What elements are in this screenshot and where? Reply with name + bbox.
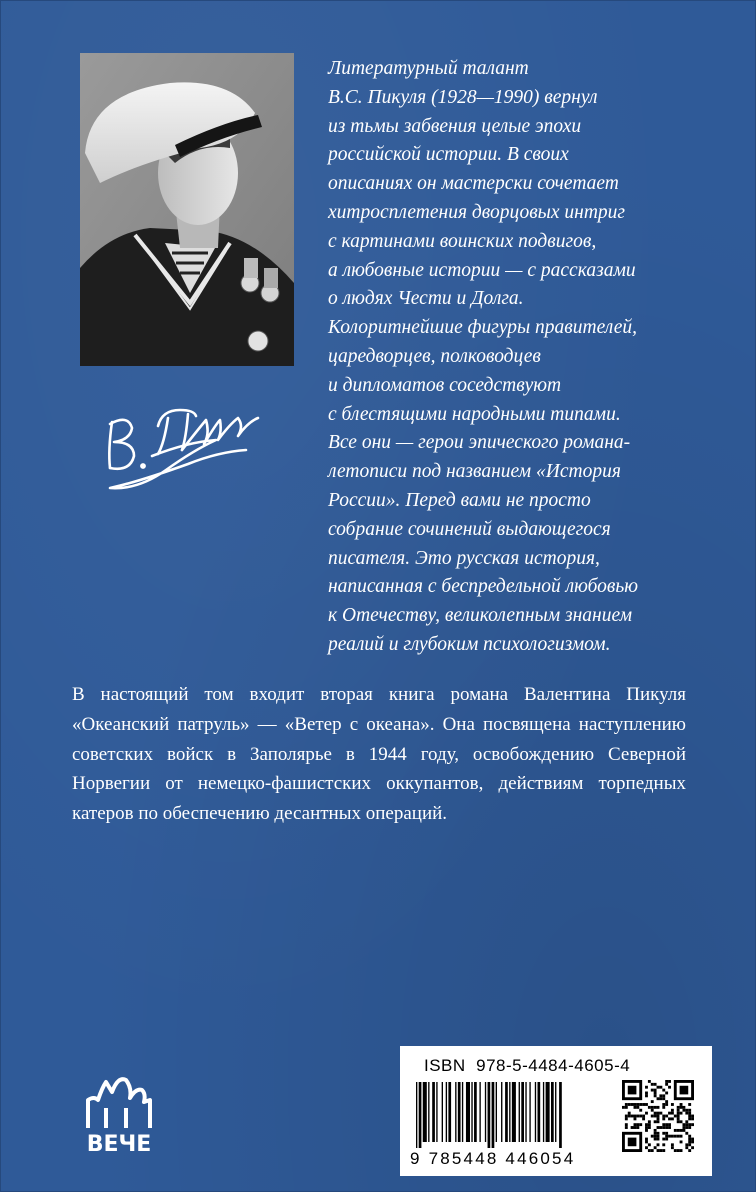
qr-module bbox=[662, 1115, 665, 1118]
qr-module bbox=[688, 1135, 691, 1138]
qr-module bbox=[625, 1103, 628, 1106]
barcode-bar bbox=[505, 1082, 508, 1142]
qr-module bbox=[654, 1138, 657, 1141]
qr-module bbox=[628, 1086, 637, 1095]
qr-module bbox=[674, 1129, 677, 1132]
barcode-bar bbox=[559, 1082, 562, 1148]
qr-module bbox=[654, 1115, 657, 1118]
qr-module bbox=[654, 1146, 657, 1149]
qr-module bbox=[636, 1115, 639, 1118]
qr-module bbox=[668, 1126, 671, 1129]
barcode-bar bbox=[458, 1082, 461, 1142]
qr-module bbox=[645, 1126, 648, 1129]
qr-module bbox=[691, 1140, 694, 1143]
barcode-block bbox=[400, 1046, 712, 1176]
qr-module bbox=[636, 1126, 639, 1129]
qr-module bbox=[634, 1115, 637, 1118]
qr-module bbox=[639, 1109, 642, 1112]
qr-module bbox=[631, 1115, 634, 1118]
barcode-bar bbox=[416, 1082, 417, 1148]
qr-module bbox=[688, 1149, 691, 1152]
qr-module bbox=[682, 1123, 685, 1126]
qr-module bbox=[668, 1123, 671, 1126]
qr-module bbox=[688, 1138, 691, 1141]
qr-module bbox=[654, 1083, 657, 1086]
qr-module bbox=[671, 1143, 674, 1146]
qr-module bbox=[662, 1106, 665, 1109]
qr-module bbox=[654, 1120, 657, 1123]
qr-module bbox=[651, 1083, 654, 1086]
qr-module bbox=[662, 1123, 665, 1126]
qr-module bbox=[665, 1100, 668, 1103]
qr-module bbox=[677, 1106, 680, 1109]
qr-module bbox=[674, 1115, 677, 1118]
barcode-bar bbox=[492, 1082, 495, 1148]
qr-module bbox=[625, 1126, 628, 1129]
barcode-bar bbox=[488, 1082, 491, 1148]
author-signature bbox=[98, 392, 273, 502]
barcode-bar bbox=[462, 1082, 463, 1142]
qr-module bbox=[654, 1092, 657, 1095]
barcode-bar bbox=[432, 1082, 435, 1142]
qr-module bbox=[662, 1097, 665, 1100]
qr-module bbox=[685, 1126, 688, 1129]
qr-module bbox=[680, 1106, 683, 1109]
qr-module bbox=[665, 1115, 668, 1118]
qr-module bbox=[651, 1135, 654, 1138]
intro-paragraph: Литературный талант В.С. Пикуля (1928—1990) вернул из тьмы забвения целые эпохи российской истории. В своих описаниях он мастерски сочетает хитросплетения дворцовых интриг с картинами воинских подвигов, а любовные истории — с рассказами о людях Чести и Долга. Колоритнейшие фигуры правителей, царедворцев, полководцев и дипломатов соседствуют с блестящими народными типами. Все они — герои эпического романа- летописи под названием «История России». Перед вами не просто собрание сочинений выдающегося писателя. Это русская история, написанная с беспредельной любовью к Отечеству, великолепным знанием реалий и глубоким психологизмом. bbox=[328, 58, 639, 655]
qr-module bbox=[662, 1103, 665, 1106]
qr-module bbox=[677, 1149, 680, 1152]
barcode-bar bbox=[521, 1082, 524, 1142]
barcode-bar bbox=[446, 1082, 447, 1142]
qr-module bbox=[665, 1132, 668, 1135]
qr-module bbox=[654, 1112, 657, 1115]
barcode-bar bbox=[466, 1082, 470, 1142]
qr-module bbox=[657, 1126, 660, 1129]
qr-module bbox=[639, 1123, 642, 1126]
barcode-bar bbox=[538, 1082, 541, 1142]
qr-module bbox=[688, 1103, 691, 1106]
qr-module bbox=[651, 1100, 654, 1103]
qr-module bbox=[685, 1120, 688, 1123]
qr-module bbox=[685, 1143, 688, 1146]
qr-module bbox=[680, 1149, 683, 1152]
qr-module bbox=[622, 1106, 625, 1109]
qr-module bbox=[688, 1109, 691, 1112]
qr-module bbox=[668, 1086, 671, 1089]
barcode-bar bbox=[546, 1082, 550, 1142]
qr-module bbox=[654, 1094, 657, 1097]
qr-module bbox=[680, 1120, 683, 1123]
barcode-bar bbox=[485, 1082, 486, 1142]
qr-module bbox=[677, 1115, 680, 1118]
barcode-bar bbox=[525, 1082, 526, 1142]
qr-module bbox=[636, 1103, 639, 1106]
qr-module bbox=[628, 1103, 631, 1106]
qr-module bbox=[636, 1106, 639, 1109]
qr-module bbox=[682, 1129, 685, 1132]
qr-module bbox=[682, 1109, 685, 1112]
qr-module bbox=[642, 1103, 645, 1106]
qr-module bbox=[654, 1106, 657, 1109]
barcode-bar bbox=[496, 1082, 497, 1142]
qr-module bbox=[651, 1115, 654, 1118]
qr-module bbox=[657, 1135, 660, 1138]
qr-module bbox=[688, 1140, 691, 1143]
qr-module bbox=[628, 1115, 631, 1118]
qr-module bbox=[671, 1146, 674, 1149]
qr-module bbox=[682, 1126, 685, 1129]
qr-module bbox=[685, 1132, 688, 1135]
qr-module bbox=[657, 1112, 660, 1115]
barcode-bar bbox=[501, 1082, 502, 1142]
qr-module bbox=[662, 1138, 665, 1141]
qr-module bbox=[677, 1120, 680, 1123]
qr-module bbox=[659, 1112, 662, 1115]
qr-module bbox=[677, 1112, 680, 1115]
qr-module bbox=[671, 1117, 674, 1120]
barcode-bar bbox=[509, 1082, 510, 1142]
qr-module bbox=[691, 1117, 694, 1120]
qr-module bbox=[688, 1126, 691, 1129]
qr-module bbox=[657, 1117, 660, 1120]
qr-module bbox=[688, 1115, 691, 1118]
qr-module bbox=[685, 1146, 688, 1149]
qr-module bbox=[634, 1126, 637, 1129]
qr-module bbox=[688, 1123, 691, 1126]
qr-module bbox=[688, 1112, 691, 1115]
barcode-bar bbox=[529, 1082, 530, 1142]
qr-module bbox=[657, 1097, 660, 1100]
qr-module bbox=[662, 1126, 665, 1129]
qr-module bbox=[662, 1117, 665, 1120]
barcode-lines bbox=[412, 1082, 612, 1148]
qr-module bbox=[657, 1106, 660, 1109]
qr-module bbox=[625, 1123, 628, 1126]
qr-module bbox=[648, 1080, 651, 1083]
qr-module bbox=[677, 1135, 680, 1138]
qr-module bbox=[648, 1123, 651, 1126]
barcode-bar bbox=[551, 1082, 554, 1142]
barcode-bar bbox=[479, 1082, 480, 1142]
qr-module bbox=[654, 1135, 657, 1138]
qr-module bbox=[628, 1112, 631, 1115]
qr-module bbox=[657, 1138, 660, 1141]
qr-module bbox=[657, 1132, 660, 1135]
qr-module bbox=[691, 1146, 694, 1149]
qr-module bbox=[631, 1126, 634, 1129]
barcode-bar bbox=[471, 1082, 472, 1142]
qr-module bbox=[665, 1135, 668, 1138]
qr-module bbox=[671, 1109, 674, 1112]
qr-module bbox=[691, 1123, 694, 1126]
barcode-bar bbox=[419, 1082, 422, 1148]
qr-module bbox=[665, 1138, 668, 1141]
qr-module bbox=[657, 1086, 660, 1089]
qr-module bbox=[654, 1129, 657, 1132]
qr-module bbox=[668, 1135, 671, 1138]
barcode-bar bbox=[448, 1082, 451, 1142]
qr-module bbox=[645, 1112, 648, 1115]
qr-module bbox=[659, 1097, 662, 1100]
qr-module bbox=[657, 1149, 660, 1152]
barcode-bar bbox=[512, 1082, 516, 1142]
qr-module bbox=[645, 1086, 648, 1089]
barcode-bar bbox=[442, 1082, 443, 1142]
barcode-bar bbox=[555, 1082, 556, 1142]
qr-module bbox=[662, 1132, 665, 1135]
qr-module bbox=[634, 1123, 637, 1126]
barcode-bar bbox=[455, 1082, 456, 1142]
qr-module bbox=[662, 1143, 665, 1146]
author-photo bbox=[80, 53, 294, 366]
publisher-name: ВЕЧЕ bbox=[86, 1132, 152, 1157]
qr-module bbox=[674, 1149, 677, 1152]
barcode-bar bbox=[423, 1082, 427, 1142]
qr-module bbox=[691, 1138, 694, 1141]
qr-module bbox=[668, 1112, 671, 1115]
qr-module bbox=[680, 1112, 683, 1115]
qr-module bbox=[682, 1106, 685, 1109]
qr-module bbox=[625, 1115, 628, 1118]
qr-module bbox=[659, 1149, 662, 1152]
qr-module bbox=[665, 1103, 668, 1106]
barcode-bar bbox=[519, 1082, 520, 1142]
qr-module bbox=[677, 1129, 680, 1132]
qr-module bbox=[642, 1115, 645, 1118]
qr-module bbox=[634, 1117, 637, 1120]
barcode-bar bbox=[428, 1082, 429, 1142]
barcode-bar bbox=[474, 1082, 477, 1142]
qr-module bbox=[657, 1120, 660, 1123]
qr-module bbox=[625, 1117, 628, 1120]
qr-module bbox=[688, 1143, 691, 1146]
qr-module bbox=[648, 1149, 651, 1152]
qr-module bbox=[685, 1109, 688, 1112]
qr-module bbox=[662, 1094, 665, 1097]
qr-module bbox=[648, 1120, 651, 1123]
qr-module bbox=[657, 1143, 660, 1146]
qr-module bbox=[685, 1123, 688, 1126]
qr-module bbox=[645, 1138, 648, 1141]
qr-module bbox=[665, 1123, 668, 1126]
qr-module bbox=[665, 1083, 668, 1086]
qr-module bbox=[680, 1086, 689, 1095]
qr-module bbox=[662, 1089, 665, 1092]
qr-module bbox=[648, 1106, 651, 1109]
qr-module bbox=[651, 1109, 654, 1112]
qr-module bbox=[645, 1129, 648, 1132]
qr-module bbox=[659, 1126, 662, 1129]
qr-module bbox=[634, 1103, 637, 1106]
qr-module bbox=[645, 1103, 648, 1106]
qr-module bbox=[651, 1089, 654, 1092]
qr-module bbox=[671, 1135, 674, 1138]
isbn-number: ISBN 978-5-4484-4605-4 bbox=[424, 1056, 631, 1075]
book-description: В настоящий том входит вторая книга романа Валентина Пикуля «Океанский патруль» — «Ветер с океана». Она посвящена наступлению советских войск в Заполярье в 1944 году, освобождению Северной Норвегии от немецко-фашистских оккупантов, действиям торпедных катеров по обеспечению десантных операций. bbox=[72, 684, 686, 825]
qr-module bbox=[631, 1103, 634, 1106]
qr-module bbox=[662, 1149, 665, 1152]
qr-module bbox=[654, 1089, 657, 1092]
qr-module bbox=[665, 1080, 668, 1083]
qr-module bbox=[680, 1129, 683, 1132]
qr-module bbox=[651, 1106, 654, 1109]
qr-module bbox=[628, 1138, 637, 1147]
qr-code-icon bbox=[622, 1080, 694, 1152]
qr-module bbox=[665, 1092, 668, 1095]
qr-module bbox=[657, 1115, 660, 1118]
qr-module bbox=[654, 1132, 657, 1135]
qr-module bbox=[636, 1123, 639, 1126]
qr-module bbox=[651, 1149, 654, 1152]
qr-module bbox=[639, 1115, 642, 1118]
barcode-digits: 9 785448 446054 bbox=[410, 1149, 576, 1168]
qr-module bbox=[688, 1117, 691, 1120]
qr-module bbox=[668, 1080, 671, 1083]
qr-module bbox=[639, 1103, 642, 1106]
qr-module bbox=[648, 1126, 651, 1129]
qr-module bbox=[680, 1140, 683, 1143]
barcode-bar bbox=[535, 1082, 536, 1142]
qr-module bbox=[645, 1140, 648, 1143]
qr-module bbox=[634, 1106, 637, 1109]
qr-module bbox=[645, 1146, 648, 1149]
qr-module bbox=[642, 1117, 645, 1120]
qr-module bbox=[645, 1092, 648, 1095]
qr-module bbox=[645, 1094, 648, 1097]
qr-module bbox=[677, 1109, 680, 1112]
qr-module bbox=[677, 1117, 680, 1120]
qr-module bbox=[674, 1135, 677, 1138]
qr-module bbox=[625, 1106, 628, 1109]
qr-module bbox=[665, 1126, 668, 1129]
qr-module bbox=[671, 1112, 674, 1115]
qr-module bbox=[659, 1086, 662, 1089]
qr-module bbox=[645, 1123, 648, 1126]
barcode-bar bbox=[543, 1082, 544, 1142]
qr-module bbox=[671, 1103, 674, 1106]
barcode-bar bbox=[436, 1082, 437, 1142]
qr-module bbox=[668, 1117, 671, 1120]
qr-module bbox=[680, 1135, 683, 1138]
qr-module bbox=[648, 1143, 651, 1146]
qr-module bbox=[691, 1115, 694, 1118]
qr-module bbox=[659, 1094, 662, 1097]
qr-module bbox=[685, 1112, 688, 1115]
qr-module bbox=[680, 1103, 683, 1106]
